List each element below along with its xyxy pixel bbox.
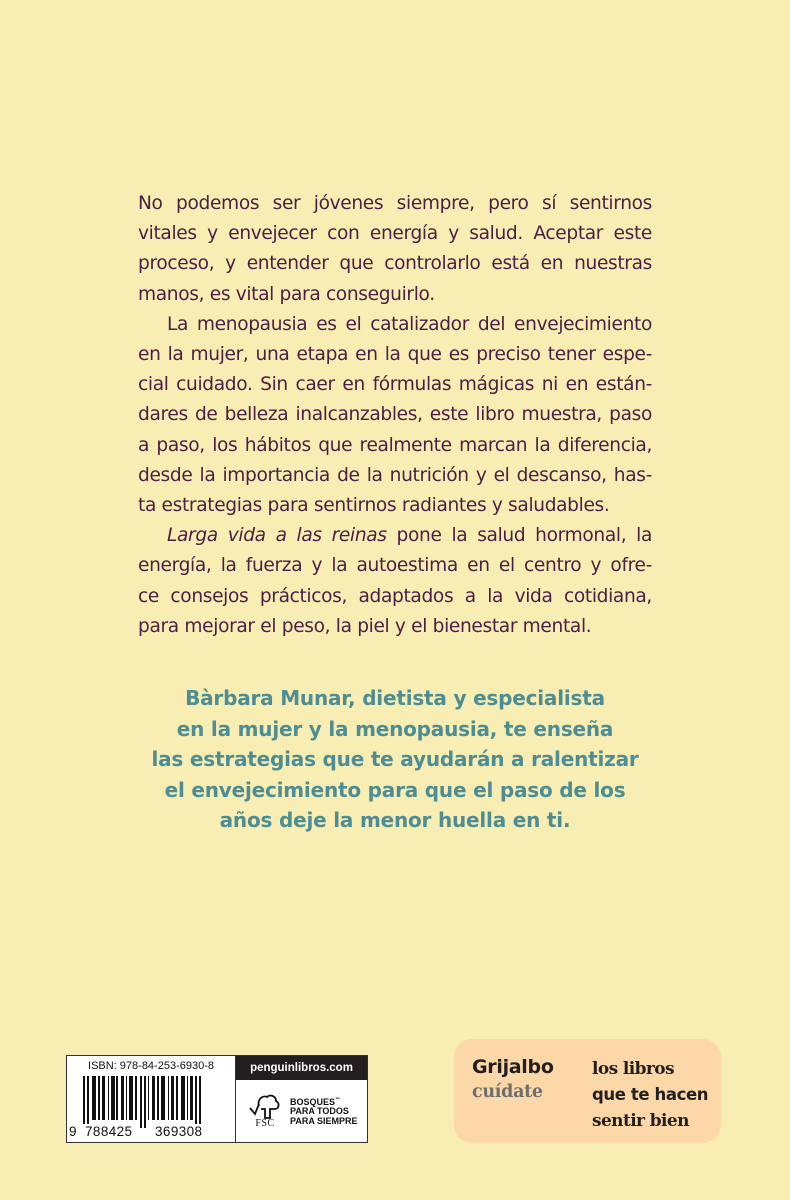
tagline-line: los libros [592,1059,674,1079]
publisher-info-panel [236,1056,367,1142]
blurb-line: proceso, y entender que controlarlo está en nuestras [138,253,652,275]
author-highlight [120,683,670,836]
blurb-line: manos, es vital para conseguirlo. [138,283,435,305]
publisher-brand: Grijalbo [472,1056,554,1078]
blurb-line: ce consejos prácticos, adaptados a la vida cotidiana, [138,585,652,607]
blurb-paragraph-3 [138,521,652,642]
blurb-line: desde la importancia de la nutrición y el descanso, has- [138,464,652,486]
highlight-line: en la mujer y la menopausia, te enseña [176,716,614,741]
publisher-tagline [592,1056,708,1134]
blurb-line: vitales y envejecer con energía y salud. Aceptar este [138,223,652,245]
fsc-tree-icon [246,1094,284,1129]
blurb-paragraph-1 [138,189,652,310]
back-cover-blurb [138,189,652,642]
highlight-line: el envejecimiento para que el paso de los [164,777,626,802]
barcode-panel [67,1056,236,1142]
fsc-tree-check-icon [248,1094,282,1120]
blurb-paragraph-2 [138,310,652,521]
highlight-line: Bàrbara Munar, dietista y especialista [185,686,605,710]
blurb-line: cial cuidado. Sin caer en fórmulas mágicas ni en están- [138,374,652,396]
barcode-group-1: 788425 [85,1124,133,1139]
blurb-line: No podemos ser jóvenes siempre, pero sí sentirnos [138,193,652,214]
blurb-line: ta estrategias para sentirnos radiantes y saludables. [138,495,610,517]
tagline-line: que te hacen [592,1085,709,1104]
fsc-slogan-line: PARA SIEMPRE [290,1115,358,1126]
highlight-line: las estrategias que te ayudarán a ralentizar [151,747,639,771]
blurb-line: a paso, los hábitos que realmente marcan la diferencia, [138,434,652,456]
barcode-first-digit: 9 [69,1124,77,1139]
barcode-group-2: 369308 [155,1124,203,1139]
website-label: penguinlibros.com [236,1056,367,1080]
blurb-line: en la mujer, una etapa en la que es preciso tener espe- [138,344,652,366]
fsc-slogan-line: BOSQUES [290,1096,336,1107]
blurb-line: energía, la fuerza y la autoestima en el centro y ofre- [138,555,652,577]
isbn-barcode-box [66,1055,368,1143]
blurb-line-rest: pone la salud hormonal, la [386,525,653,547]
publisher-badge [454,1039,721,1143]
fsc-slogan-line: PARA TODOS [290,1106,349,1117]
barcode-icon [83,1076,223,1128]
fsc-slogan [290,1096,358,1127]
trademark-symbol: ™ [335,1096,341,1103]
fsc-certification [236,1080,367,1142]
tagline-line: sentir bien [592,1111,689,1131]
collection-name: cuídate [472,1082,543,1102]
fsc-label: FSC [255,1117,275,1129]
blurb-line: La menopausia es el catalizador del envejecimiento [167,313,652,335]
blurb-line [138,521,652,551]
blurb-line: dares de belleza inalcanzables, este libro muestra, paso [138,404,652,426]
highlight-line: años deje la menor huella en ti. [219,808,571,832]
book-title: Larga vida a las reinas [167,525,387,547]
blurb-line: para mejorar el peso, la piel y el bienestar mental. [138,615,592,637]
isbn-label: ISBN: 978-84-253-6930-8 [88,1060,214,1072]
